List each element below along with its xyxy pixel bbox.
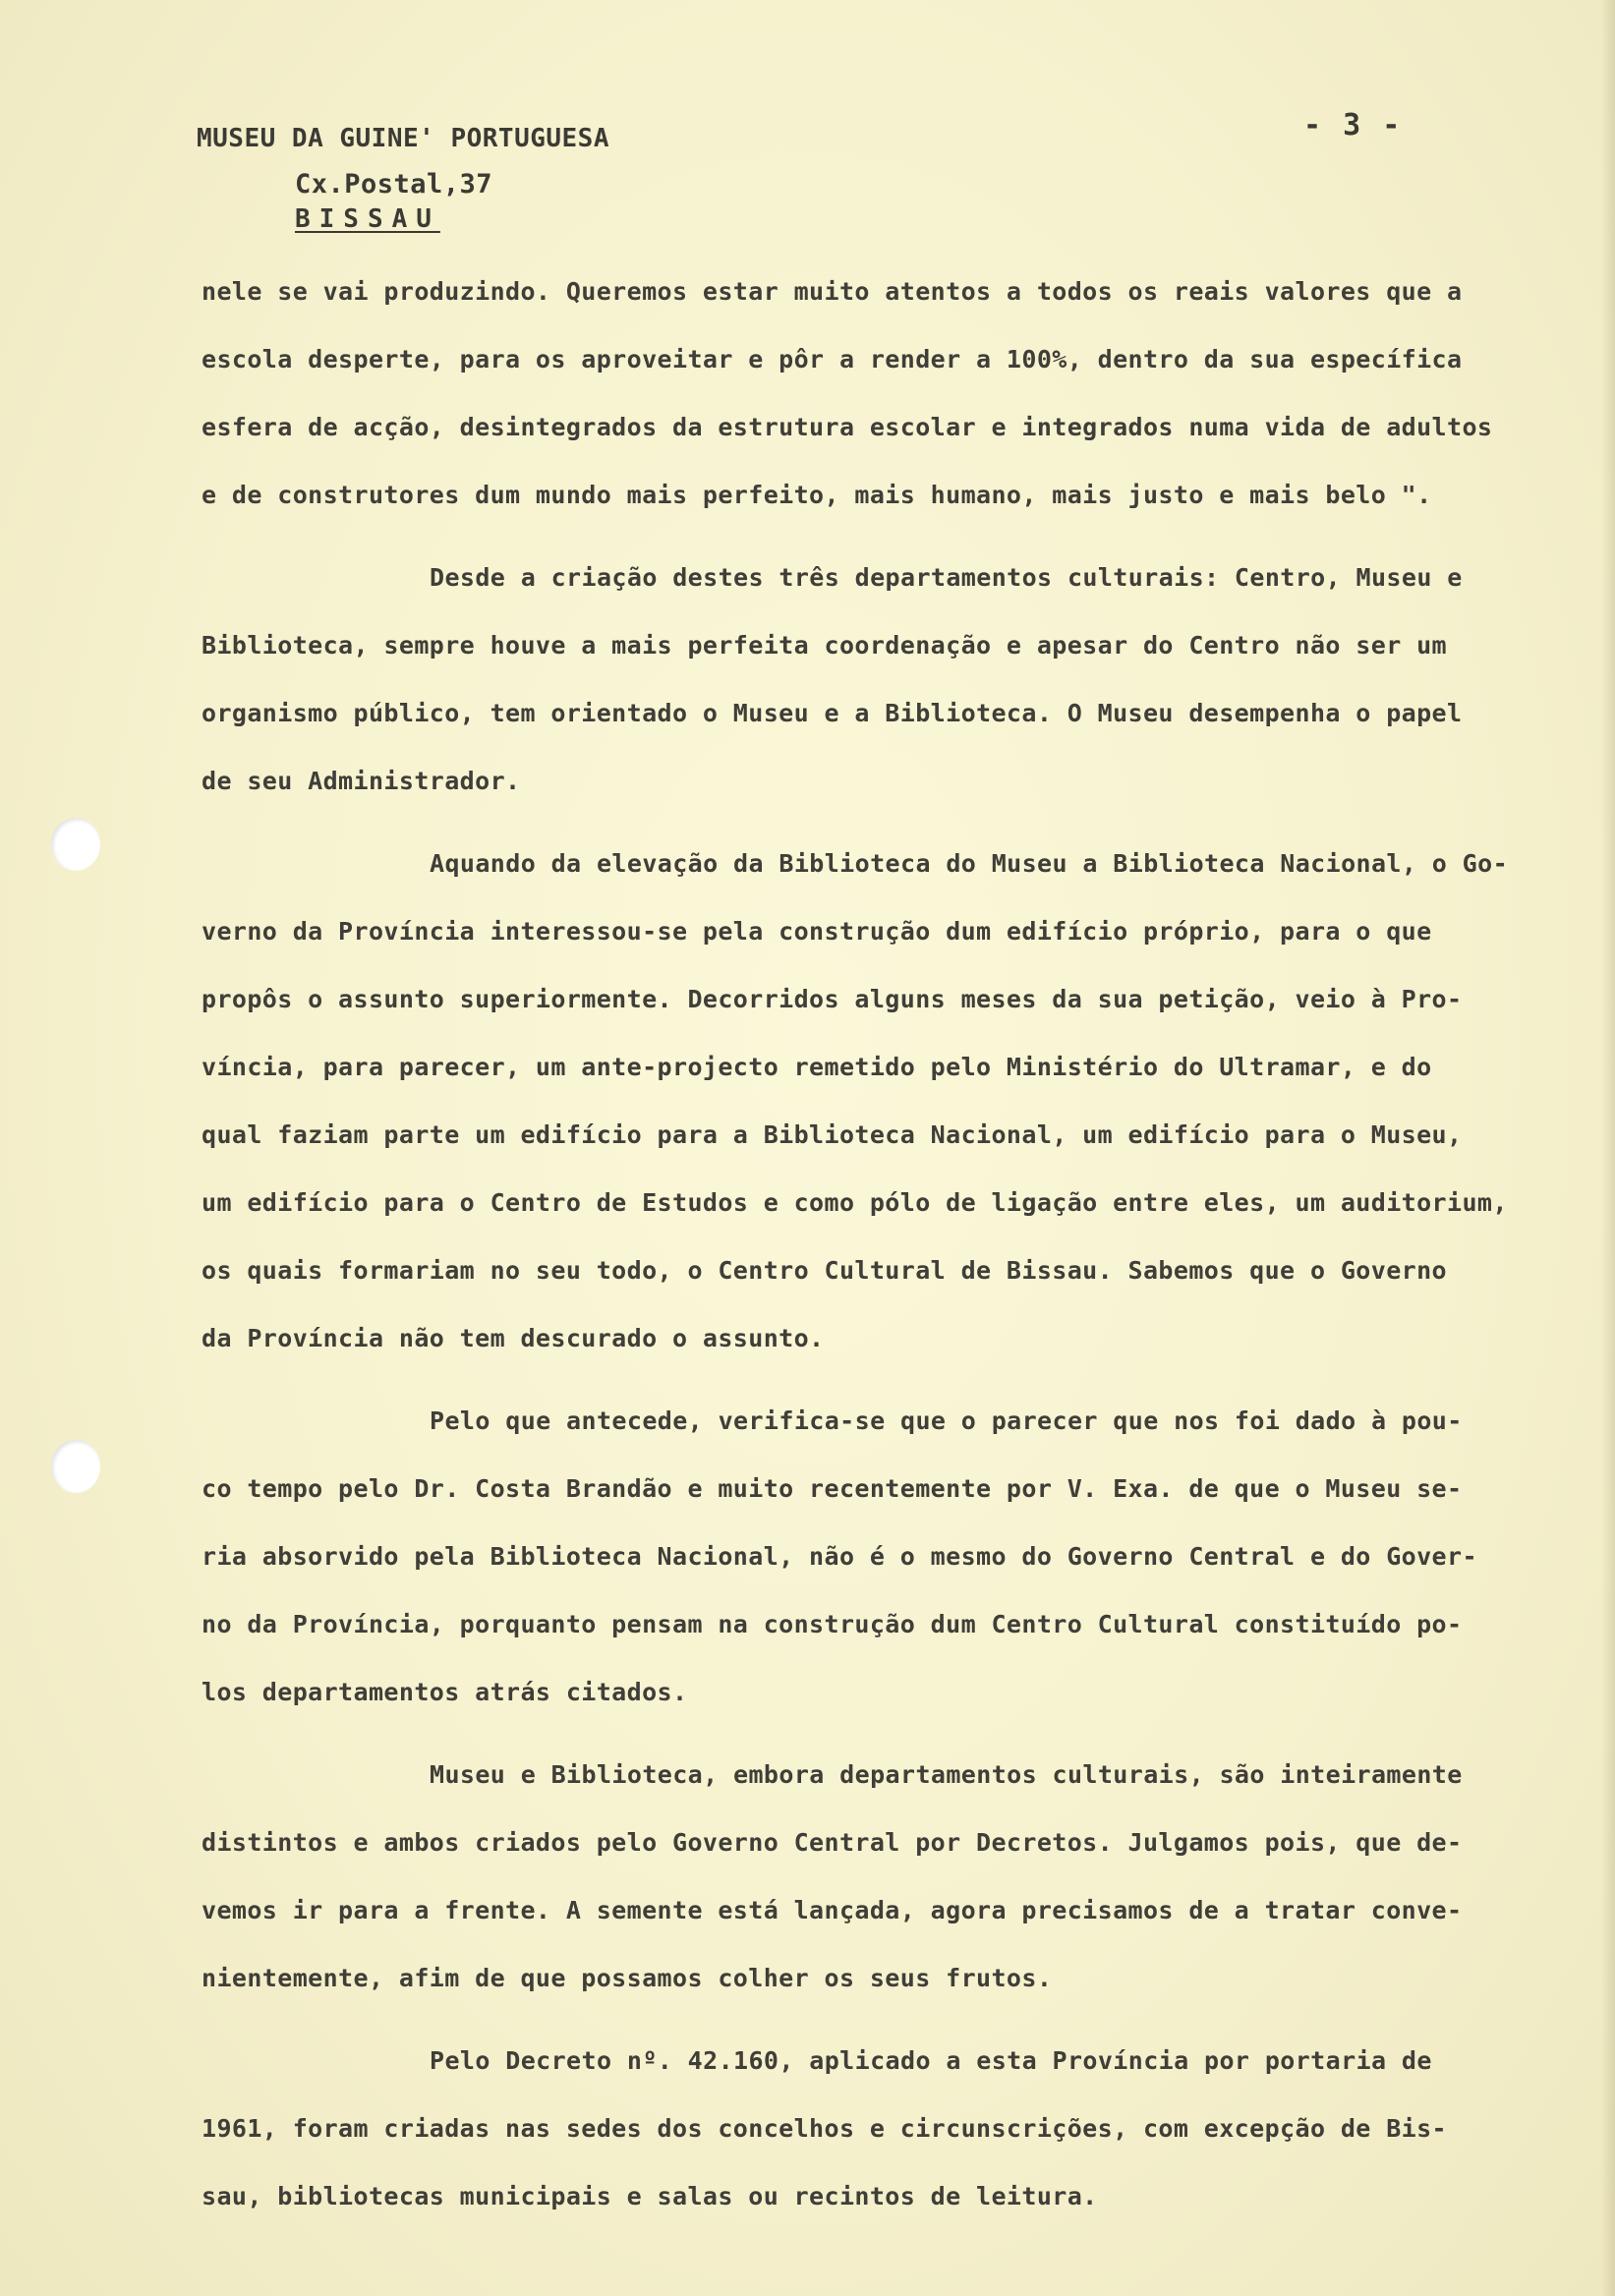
text-line: víncia, para parecer, um ante-projecto remetido pelo Ministério do Ultramar, e do: [202, 1053, 1432, 1081]
page-number: - 3 -: [1303, 108, 1403, 143]
text-line: verno da Província interessou-se pela construção dum edifício próprio, para o que: [202, 917, 1432, 946]
text-line: los departamentos atrás citados.: [202, 1678, 688, 1706]
letterhead-organization: MUSEU DA GUINE' PORTUGUESA: [197, 124, 609, 153]
text-line: co tempo pelo Dr. Costa Brandão e muito recentemente por V. Exa. de que o Museu se-: [202, 1474, 1463, 1503]
text-line: 1961, foram criadas nas sedes dos concelhos e circunscrições, com excepção de Bis-: [202, 2114, 1448, 2143]
text-line: qual faziam parte um edifício para a Biblioteca Nacional, um edifício para o Museu,: [202, 1120, 1463, 1149]
text-line: Pelo Decreto nº. 42.160, aplicado a esta Província por portaria de: [430, 2046, 1432, 2075]
text-line: distintos e ambos criados pelo Governo Central por Decretos. Julgamos pois, que de-: [202, 1828, 1463, 1857]
text-line: Desde a criação destes três departamentos culturais: Centro, Museu e: [430, 563, 1463, 592]
text-line: Aquando da elevação da Biblioteca do Museu a Biblioteca Nacional, o Go-: [430, 849, 1509, 878]
text-line: propôs o assunto superiormente. Decorridos alguns meses da sua petição, veio à Pro-: [202, 985, 1463, 1013]
text-line: escola desperte, para os aproveitar e pôr a render a 100%, dentro da sua específica: [202, 345, 1463, 373]
text-line: sau, bibliotecas municipais e salas ou recintos de leitura.: [202, 2182, 1098, 2210]
text-line: de seu Administrador.: [202, 767, 521, 795]
letterhead-city: BISSAU: [295, 204, 440, 234]
text-line: os quais formariam no seu todo, o Centro Cultural de Bissau. Sabemos que o Governo: [202, 1256, 1448, 1285]
text-line: organismo público, tem orientado o Museu e a Biblioteca. O Museu desempenha o papel: [202, 699, 1463, 727]
paragraph: [202, 830, 1587, 1372]
text-line: no da Província, porquanto pensam na construção dum Centro Cultural constituído po-: [202, 1610, 1463, 1638]
text-line: um edifício para o Centro de Estudos e como pólo de ligação entre eles, um auditorium,: [202, 1188, 1508, 1217]
text-line: nele se vai produzindo. Queremos estar muito atentos a todos os reais valores que a: [202, 277, 1463, 306]
paragraph: [202, 258, 1587, 529]
text-line: esfera de acção, desintegrados da estrutura escolar e integrados numa vida de adultos: [202, 413, 1493, 441]
text-line: ria absorvido pela Biblioteca Nacional, não é o mesmo do Governo Central e do Gover-: [202, 1542, 1477, 1571]
text-line: vemos ir para a frente. A semente está lançada, agora precisamos de a tratar conve-: [202, 1896, 1463, 1924]
text-line: nientemente, afim de que possamos colher os seus frutos.: [202, 1964, 1053, 1992]
paragraph: [202, 2027, 1587, 2230]
letter-body: [202, 258, 1587, 2230]
text-line: da Província não tem descurado o assunto.: [202, 1324, 825, 1352]
text-line: Biblioteca, sempre houve a mais perfeita coordenação e apesar do Centro não ser um: [202, 631, 1448, 660]
punch-hole-upper: [51, 818, 100, 871]
paragraph: [202, 1387, 1587, 1726]
text-line: e de construtores dum mundo mais perfeito, mais humano, mais justo e mais belo ".: [202, 481, 1432, 509]
text-line: Pelo que antecede, verifica-se que o parecer que nos foi dado à pou-: [430, 1406, 1463, 1435]
paragraph: [202, 1741, 1587, 2012]
punch-hole-lower: [51, 1440, 100, 1493]
text-line: Museu e Biblioteca, embora departamentos culturais, são inteiramente: [430, 1760, 1463, 1789]
paragraph: [202, 544, 1587, 815]
letterhead-address: Cx.Postal,37: [295, 169, 493, 200]
